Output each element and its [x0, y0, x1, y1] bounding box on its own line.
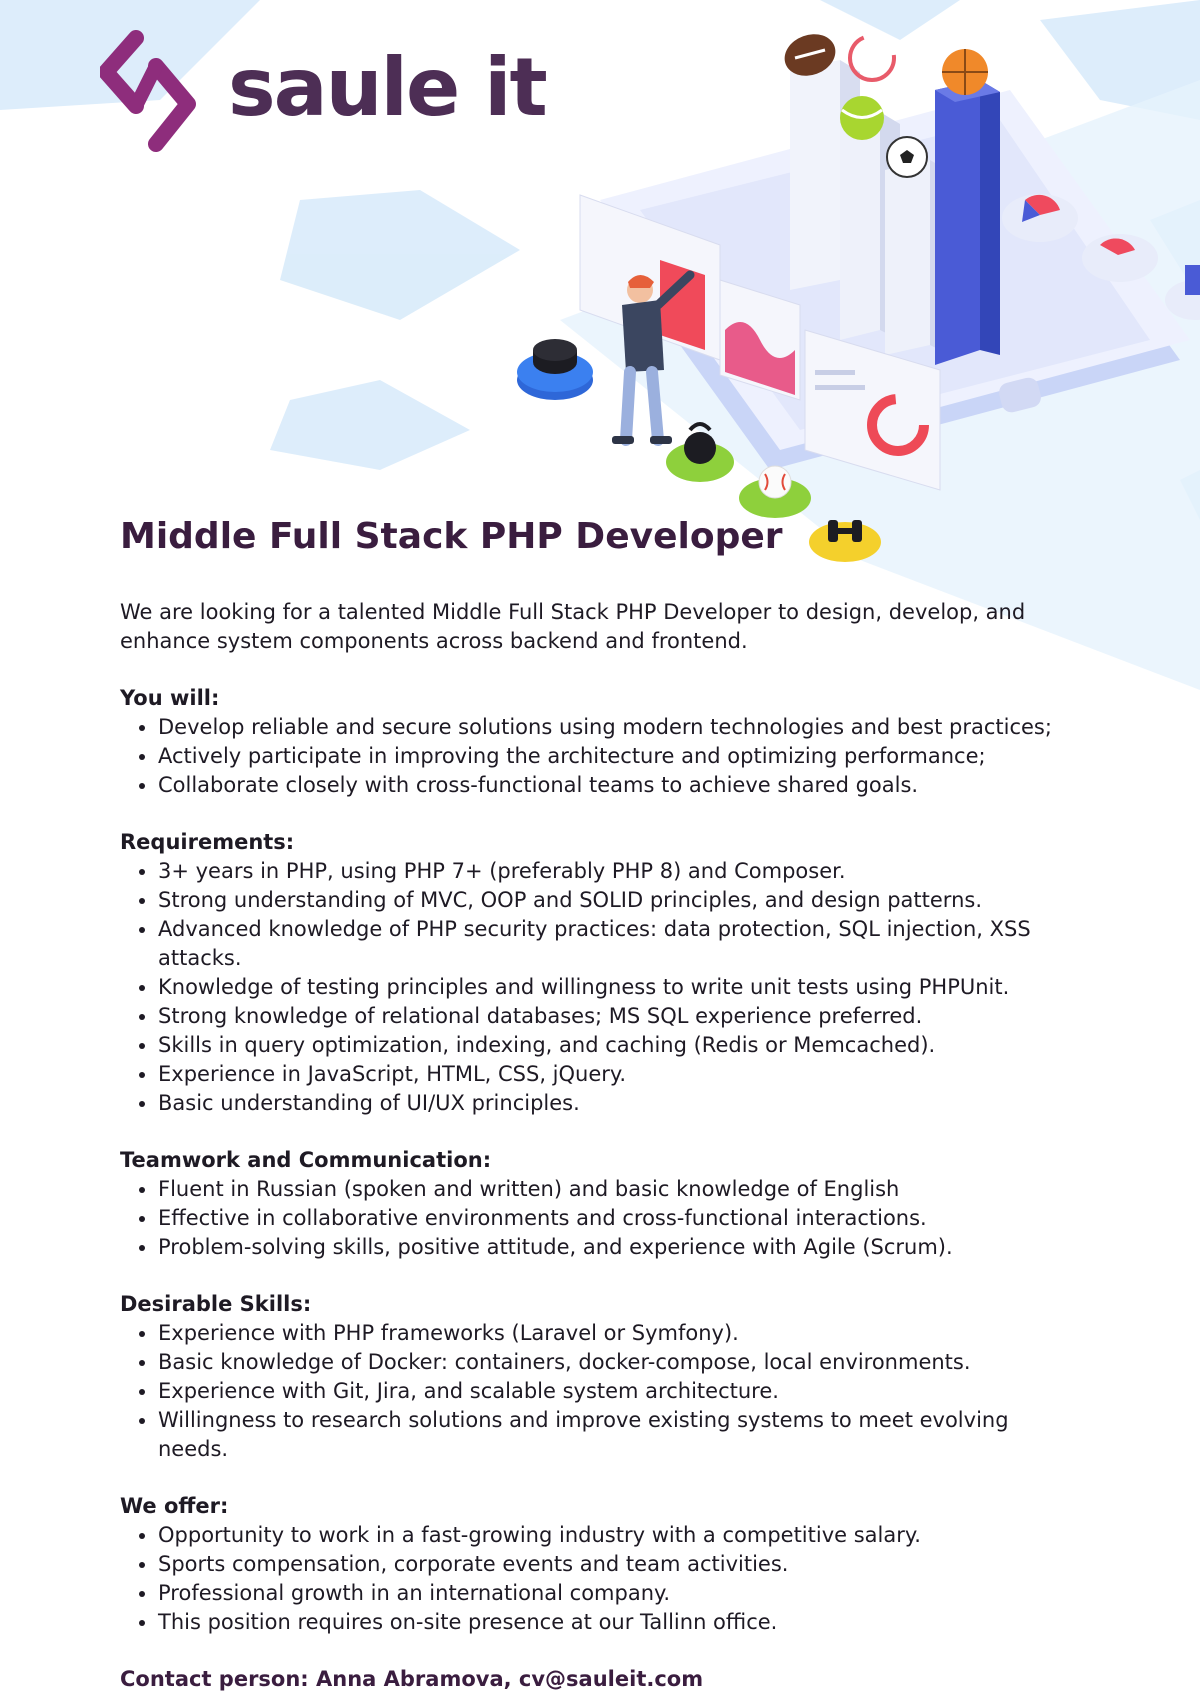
section-heading: Desirable Skills:	[120, 1292, 312, 1317]
list-item: • Opportunity to work in a fast-growing industry with a competitive salary.	[158, 1521, 1080, 1550]
bullet-list	[120, 713, 1080, 800]
job-title: Middle Full Stack PHP Developer	[120, 516, 783, 557]
list-item: • Professional growth in an international company.	[158, 1579, 1080, 1608]
list-item: • Problem-solving skills, positive attitude, and experience with Agile (Scrum).	[158, 1233, 1080, 1262]
list-item: • Willingness to research solutions and improve existing systems to meet evolving needs.	[158, 1406, 1080, 1464]
list-item: • Knowledge of testing principles and willingness to write unit tests using PHPUnit.	[158, 973, 1080, 1002]
list-item: • Sports compensation, corporate events and team activities.	[158, 1550, 1080, 1579]
bullet-list	[120, 1319, 1080, 1464]
intro-paragraph: We are looking for a talented Middle Full Stack PHP Developer to design, develop, and enhance system components across backend and frontend.	[120, 600, 1026, 654]
list-item: • Experience in JavaScript, HTML, CSS, jQuery.	[158, 1060, 1080, 1089]
section-heading: You will:	[120, 686, 220, 711]
logo-wordmark: saule it	[228, 41, 546, 134]
bullet-list	[120, 1521, 1080, 1637]
list-item: • Actively participate in improving the architecture and optimizing performance;	[158, 742, 1080, 771]
list-item: • Strong understanding of MVC, OOP and SOLID principles, and design patterns.	[158, 886, 1080, 915]
list-item: • Experience with Git, Jira, and scalable system architecture.	[158, 1377, 1080, 1406]
section-you-will	[120, 684, 1080, 800]
list-item: • Basic knowledge of Docker: containers, docker-compose, local environments.	[158, 1348, 1080, 1377]
list-item: • 3+ years in PHP, using PHP 7+ (preferably PHP 8) and Composer.	[158, 857, 1080, 886]
section-heading: We offer:	[120, 1494, 229, 1519]
section-heading: Teamwork and Communication:	[120, 1148, 492, 1173]
list-item: • This position requires on-site presence at our Tallinn office.	[158, 1608, 1080, 1637]
list-item: • Advanced knowledge of PHP security practices: data protection, SQL injection, XSS attacks.	[158, 915, 1080, 973]
blue-tab	[1185, 265, 1200, 295]
list-item: • Develop reliable and secure solutions using modern technologies and best practices;	[158, 713, 1080, 742]
list-item: • Experience with PHP frameworks (Laravel or Symfony).	[158, 1319, 1080, 1348]
job-description	[120, 515, 1080, 1697]
pie-token-2	[1082, 234, 1158, 282]
contact-line: Contact person: Anna Abramova, cv@sauleit.com	[120, 1667, 704, 1692]
basketball-icon	[942, 49, 988, 95]
soccer-ball-icon	[887, 137, 927, 177]
section-heading: Requirements:	[120, 830, 295, 855]
list-item: • Collaborate closely with cross-functional teams to achieve shared goals.	[158, 771, 1080, 800]
list-item: • Basic understanding of UI/UX principles.	[158, 1089, 1080, 1118]
list-item: • Fluent in Russian (spoken and written) and basic knowledge of English	[158, 1175, 1080, 1204]
section-we-offer	[120, 1492, 1080, 1637]
hockey-puck-icon	[517, 339, 593, 400]
bullet-list	[120, 857, 1080, 1118]
section-requirements	[120, 828, 1080, 1118]
list-item: • Strong knowledge of relational databases; MS SQL experience preferred.	[158, 1002, 1080, 1031]
list-item: • Skills in query optimization, indexing, and caching (Redis or Memcached).	[158, 1031, 1080, 1060]
tennis-ball-icon	[840, 96, 884, 140]
gauge-icon	[850, 36, 894, 80]
logo-mark-icon	[100, 20, 220, 160]
company-logo	[100, 20, 560, 160]
bullet-list	[120, 1175, 1080, 1262]
list-item: • Effective in collaborative environments and cross-functional interactions.	[158, 1204, 1080, 1233]
section-teamwork	[120, 1146, 1080, 1262]
pie-token-1	[1002, 194, 1078, 242]
section-desirable-skills	[120, 1290, 1080, 1464]
